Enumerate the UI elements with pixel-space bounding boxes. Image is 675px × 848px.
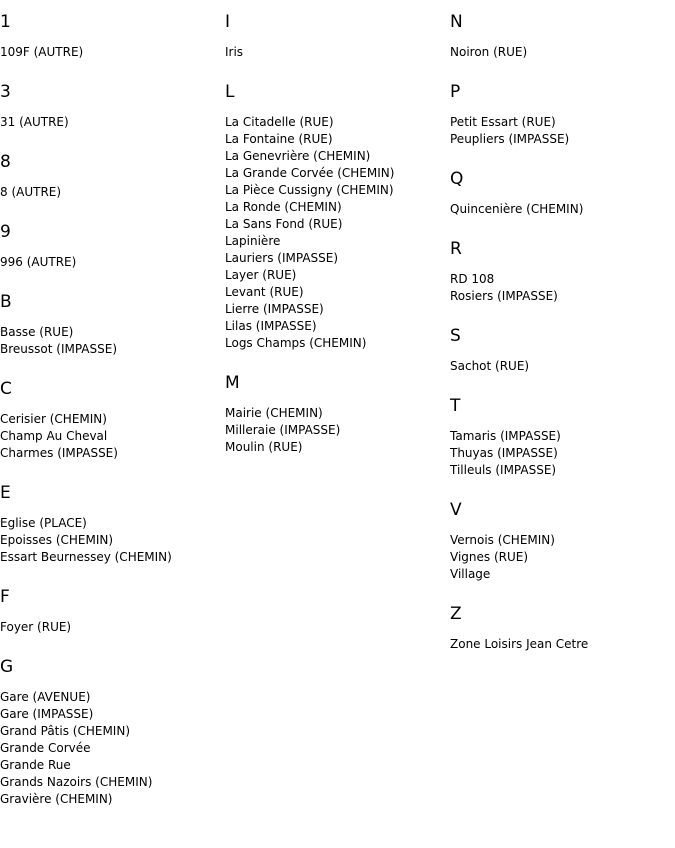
index-column-3 <box>450 0 675 673</box>
street-link-moulin-rue[interactable]: Moulin (RUE) <box>225 440 303 454</box>
street-link-gare-impasse[interactable]: Gare (IMPASSE) <box>0 707 94 721</box>
letter-heading: R <box>450 239 462 259</box>
street-link-quinceniere-chemin[interactable]: Quincenière (CHEMIN) <box>450 202 584 216</box>
street-link-cerisier-chemin[interactable]: Cerisier (CHEMIN) <box>0 412 107 426</box>
street-link-lauriers-impasse[interactable]: Lauriers (IMPASSE) <box>225 251 339 265</box>
street-link-noiron-rue[interactable]: Noiron (RUE) <box>450 45 528 59</box>
street-link-foyer-rue[interactable]: Foyer (RUE) <box>0 620 72 634</box>
street-link-peupliers-impasse[interactable]: Peupliers (IMPASSE) <box>450 132 570 146</box>
letter-heading: E <box>0 483 11 503</box>
street-link-thuyas-impasse[interactable]: Thuyas (IMPASSE) <box>450 446 558 460</box>
street-link-tamaris-impasse[interactable]: Tamaris (IMPASSE) <box>450 429 561 443</box>
letter-section-p <box>450 81 675 148</box>
street-link-rd-108[interactable]: RD 108 <box>450 272 495 286</box>
letter-heading: 3 <box>0 82 11 102</box>
street-link-la-ronde-chemin[interactable]: La Ronde (CHEMIN) <box>225 200 342 214</box>
letter-heading: Z <box>450 604 462 624</box>
street-link-lapiniere[interactable]: Lapinière <box>225 234 281 248</box>
street-link-tilleuls-impasse[interactable]: Tilleuls (IMPASSE) <box>450 463 557 477</box>
letter-section-f <box>0 586 225 636</box>
street-link-village[interactable]: Village <box>450 567 491 581</box>
letter-heading: G <box>0 657 14 677</box>
street-link-la-piece-cussigny-chemin[interactable]: La Pièce Cussigny (CHEMIN) <box>225 183 394 197</box>
street-link-rosiers-impasse[interactable]: Rosiers (IMPASSE) <box>450 289 558 303</box>
letter-section-s <box>450 325 675 375</box>
letter-heading: M <box>225 373 240 393</box>
street-link-la-fontaine-rue[interactable]: La Fontaine (RUE) <box>225 132 333 146</box>
street-link-levant-rue[interactable]: Levant (RUE) <box>225 285 304 299</box>
letter-section-m <box>225 372 450 456</box>
street-link-996-autre[interactable]: 996 (AUTRE) <box>0 255 77 269</box>
letter-section-n <box>450 11 675 61</box>
letter-heading: Q <box>450 169 464 189</box>
street-link-grands-nazoirs-chemin[interactable]: Grands Nazoirs (CHEMIN) <box>0 775 153 789</box>
letter-section-g <box>0 656 225 808</box>
street-link-8-autre[interactable]: 8 (AUTRE) <box>0 185 62 199</box>
letter-section-3 <box>0 81 225 131</box>
street-link-la-citadelle-rue[interactable]: La Citadelle (RUE) <box>225 115 334 129</box>
letter-section-r <box>450 238 675 305</box>
index-column-1 <box>0 0 225 828</box>
street-link-la-sans-fond-rue[interactable]: La Sans Fond (RUE) <box>225 217 343 231</box>
street-link-mairie-chemin[interactable]: Mairie (CHEMIN) <box>225 406 323 420</box>
letter-heading: N <box>450 12 463 32</box>
street-link-milleraie-impasse[interactable]: Milleraie (IMPASSE) <box>225 423 341 437</box>
street-link-lierre-impasse[interactable]: Lierre (IMPASSE) <box>225 302 324 316</box>
letter-section-t <box>450 395 675 479</box>
street-link-epoisses-chemin[interactable]: Epoisses (CHEMIN) <box>0 533 114 547</box>
letter-heading: B <box>0 292 12 312</box>
letter-section-e <box>0 482 225 566</box>
street-link-charmes-impasse[interactable]: Charmes (IMPASSE) <box>0 446 118 460</box>
index-column-2 <box>225 0 450 476</box>
street-link-gare-avenue[interactable]: Gare (AVENUE) <box>0 690 91 704</box>
street-link-graviere-chemin[interactable]: Gravière (CHEMIN) <box>0 792 113 806</box>
street-link-logs-champs-chemin[interactable]: Logs Champs (CHEMIN) <box>225 336 367 350</box>
letter-section-z <box>450 603 675 653</box>
letter-heading: V <box>450 500 462 520</box>
letter-heading: I <box>225 12 231 32</box>
street-link-vernois-chemin[interactable]: Vernois (CHEMIN) <box>450 533 555 547</box>
letter-heading: L <box>225 82 235 102</box>
letter-heading: C <box>0 379 12 399</box>
street-link-la-grande-corvee-chemin[interactable]: La Grande Corvée (CHEMIN) <box>225 166 395 180</box>
street-link-lilas-impasse[interactable]: Lilas (IMPASSE) <box>225 319 317 333</box>
street-link-109f-autre[interactable]: 109F (AUTRE) <box>0 45 84 59</box>
street-link-basse-rue[interactable]: Basse (RUE) <box>0 325 74 339</box>
street-link-champ-au-cheval[interactable]: Champ Au Cheval <box>0 429 108 443</box>
letter-section-8 <box>0 151 225 201</box>
street-link-grand-patis-chemin[interactable]: Grand Pâtis (CHEMIN) <box>0 724 130 738</box>
letter-heading: F <box>0 587 10 607</box>
street-link-petit-essart-rue[interactable]: Petit Essart (RUE) <box>450 115 556 129</box>
letter-section-q <box>450 168 675 218</box>
street-link-la-genevriere-chemin[interactable]: La Genevrière (CHEMIN) <box>225 149 371 163</box>
letter-heading: S <box>450 326 461 346</box>
street-link-iris[interactable]: Iris <box>225 45 244 59</box>
street-link-grande-corvee[interactable]: Grande Corvée <box>0 741 91 755</box>
letter-heading: 8 <box>0 152 11 172</box>
letter-heading: 9 <box>0 222 11 242</box>
letter-section-b <box>0 291 225 358</box>
letter-heading: P <box>450 82 461 102</box>
street-link-eglise-place[interactable]: Eglise (PLACE) <box>0 516 87 530</box>
letter-heading: 1 <box>0 12 11 32</box>
letter-section-i <box>225 11 450 61</box>
street-link-essart-beurnessey-chemin[interactable]: Essart Beurnessey (CHEMIN) <box>0 550 172 564</box>
street-link-zone-loisirs-jean-cetre[interactable]: Zone Loisirs Jean Cetre <box>450 637 589 651</box>
letter-section-l <box>225 81 450 352</box>
letter-section-v <box>450 499 675 583</box>
letter-section-9 <box>0 221 225 271</box>
street-link-vignes-rue[interactable]: Vignes (RUE) <box>450 550 529 564</box>
street-link-layer-rue[interactable]: Layer (RUE) <box>225 268 297 282</box>
letter-section-c <box>0 378 225 462</box>
street-link-grande-rue[interactable]: Grande Rue <box>0 758 71 772</box>
street-link-sachot-rue[interactable]: Sachot (RUE) <box>450 359 530 373</box>
street-link-31-autre[interactable]: 31 (AUTRE) <box>0 115 69 129</box>
street-link-breussot-impasse[interactable]: Breussot (IMPASSE) <box>0 342 118 356</box>
letter-heading: T <box>450 396 461 416</box>
letter-section-1 <box>0 11 225 61</box>
